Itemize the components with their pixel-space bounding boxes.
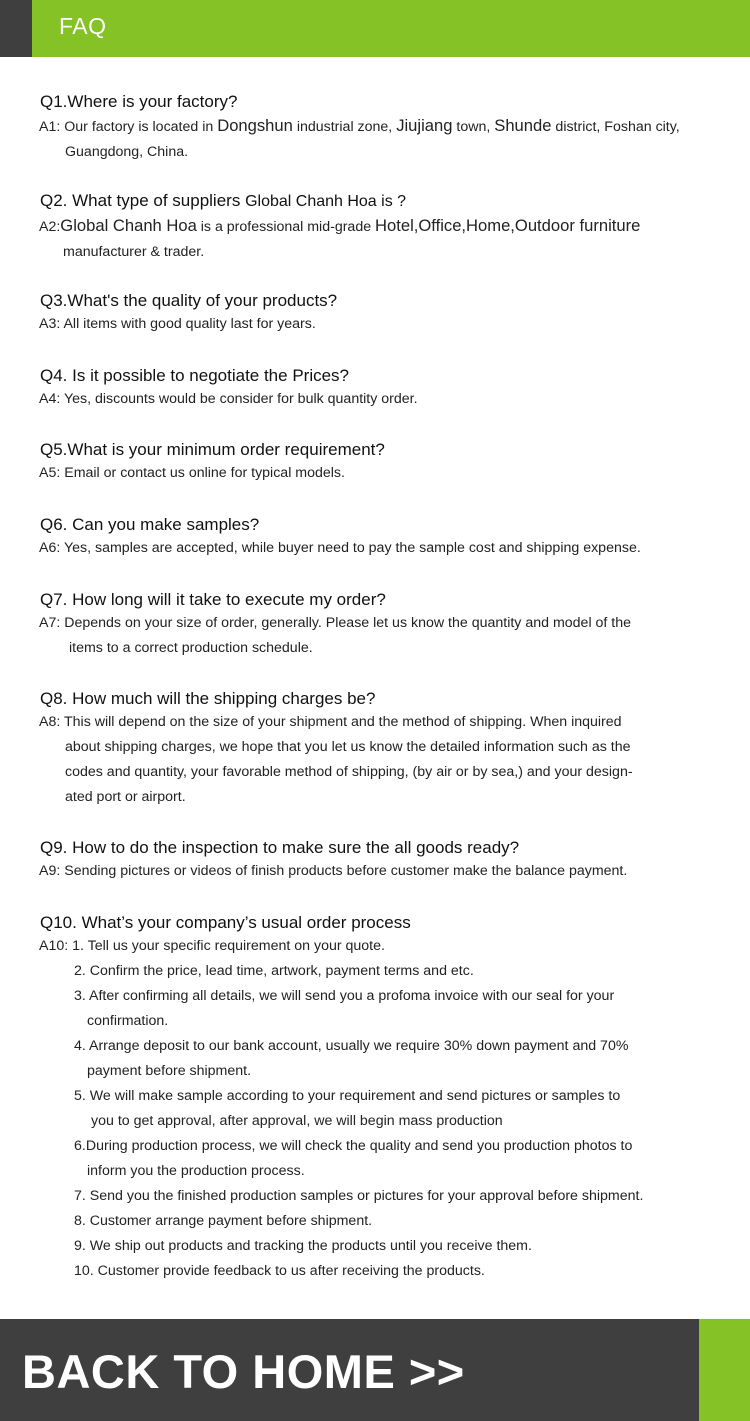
answer-8-line-4: ated port or airport. xyxy=(65,789,186,805)
question-7: Q7. How long will it take to execute my order? xyxy=(40,590,386,609)
answer-4: A4: Yes, discounts would be consider for bulk quantity order. xyxy=(39,391,418,407)
answer-8-line-2: about shipping charges, we hope that you let us know the detailed information such as the xyxy=(65,739,631,755)
question-2: Q2. What type of suppliers Global Chanh Hoa is ? xyxy=(40,191,407,210)
answer-1-line-2: Guangdong, China. xyxy=(65,144,189,160)
faq-item-1 xyxy=(40,91,750,165)
answer-8-line-3: codes and quantity, your favorable method of shipping, (by air or by sea,) and your design- xyxy=(65,764,633,780)
answer-10-step-6-cont: inform you the production process. xyxy=(87,1163,305,1179)
answer-5: A5: Email or contact us online for typical models. xyxy=(39,465,345,481)
page-title: FAQ xyxy=(59,13,107,39)
faq-item-8 xyxy=(40,688,750,810)
question-6: Q6. Can you make samples? xyxy=(40,515,260,534)
answer-2-line-2: manufacturer & trader. xyxy=(63,244,205,260)
faq-item-3 xyxy=(40,290,750,337)
answer-7-line-2: items to a correct production schedule. xyxy=(69,640,313,656)
answer-10-step-4-cont: payment before shipment. xyxy=(87,1063,252,1079)
answer-10-step-1: A10: 1. Tell us your specific requirement on your quote. xyxy=(39,938,385,954)
back-to-home-link[interactable]: BACK TO HOME >> xyxy=(22,1345,465,1398)
header-accent-dark xyxy=(0,0,32,57)
answer-10-step-2: 2. Confirm the price, lead time, artwork, payment terms and etc. xyxy=(74,963,474,979)
question-8: Q8. How much will the shipping charges be? xyxy=(40,689,376,708)
answer-10-step-4: 4. Arrange deposit to our bank account, usually we require 30% down payment and 70% xyxy=(74,1038,629,1054)
answer-6: A6: Yes, samples are accepted, while buyer need to pay the sample cost and shipping expense. xyxy=(39,540,641,556)
header-accent-green xyxy=(32,0,750,57)
faq-item-6 xyxy=(40,514,750,561)
answer-10-step-8: 8. Customer arrange payment before shipment. xyxy=(74,1213,373,1229)
answer-7: A7: Depends on your size of order, generally. Please let us know the quantity and model of the xyxy=(39,615,632,631)
answer-10-step-7: 7. Send you the finished production samples or pictures for your approval before shipment. xyxy=(74,1188,644,1204)
footer-accent-green xyxy=(699,1319,750,1421)
answer-8: A8: This will depend on the size of your shipment and the method of shipping. When inquired xyxy=(39,714,622,730)
answer-10-step-9: 9. We ship out products and tracking the products until you receive them. xyxy=(74,1238,532,1254)
answer-9: A9: Sending pictures or videos of finish products before customer make the balance payment. xyxy=(39,863,628,879)
header-bar xyxy=(0,0,750,57)
answer-3: A3: All items with good quality last for years. xyxy=(39,316,316,332)
question-10: Q10. What’s your company’s usual order process xyxy=(40,913,411,932)
back-to-home-banner[interactable] xyxy=(0,1319,750,1421)
answer-2: A2:Global Chanh Hoa is a professional mid-grade Hotel,Office,Home,Outdoor furniture xyxy=(39,216,641,235)
faq-item-5 xyxy=(40,439,750,486)
answer-10-step-10: 10. Customer provide feedback to us after receiving the products. xyxy=(74,1263,485,1279)
faq-item-7 xyxy=(40,589,750,661)
question-3: Q3.What's the quality of your products? xyxy=(40,291,338,310)
answer-1: A1: Our factory is located in Dongshun industrial zone, Jiujiang town, Shunde district, Foshan city, xyxy=(39,116,680,135)
question-1: Q1.Where is your factory? xyxy=(40,92,238,111)
answer-10-step-6: 6.During production process, we will check the quality and send you production photos to xyxy=(74,1138,633,1154)
faq-item-9 xyxy=(40,837,750,884)
question-9: Q9. How to do the inspection to make sure the all goods ready? xyxy=(40,838,520,857)
faq-item-2 xyxy=(40,190,750,265)
question-4: Q4. Is it possible to negotiate the Prices? xyxy=(40,366,350,385)
answer-10-step-3: 3. After confirming all details, we will send you a profoma invoice with our seal for your xyxy=(74,988,615,1004)
answer-10-step-3-cont: confirmation. xyxy=(87,1013,169,1029)
faq-item-4 xyxy=(40,365,750,412)
question-5: Q5.What is your minimum order requirement? xyxy=(40,440,385,459)
answer-10-step-5: 5. We will make sample according to your requirement and send pictures or samples to xyxy=(74,1088,621,1104)
faq-item-10 xyxy=(40,912,750,1284)
answer-10-step-5-cont: you to get approval, after approval, we will begin mass production xyxy=(91,1113,503,1129)
